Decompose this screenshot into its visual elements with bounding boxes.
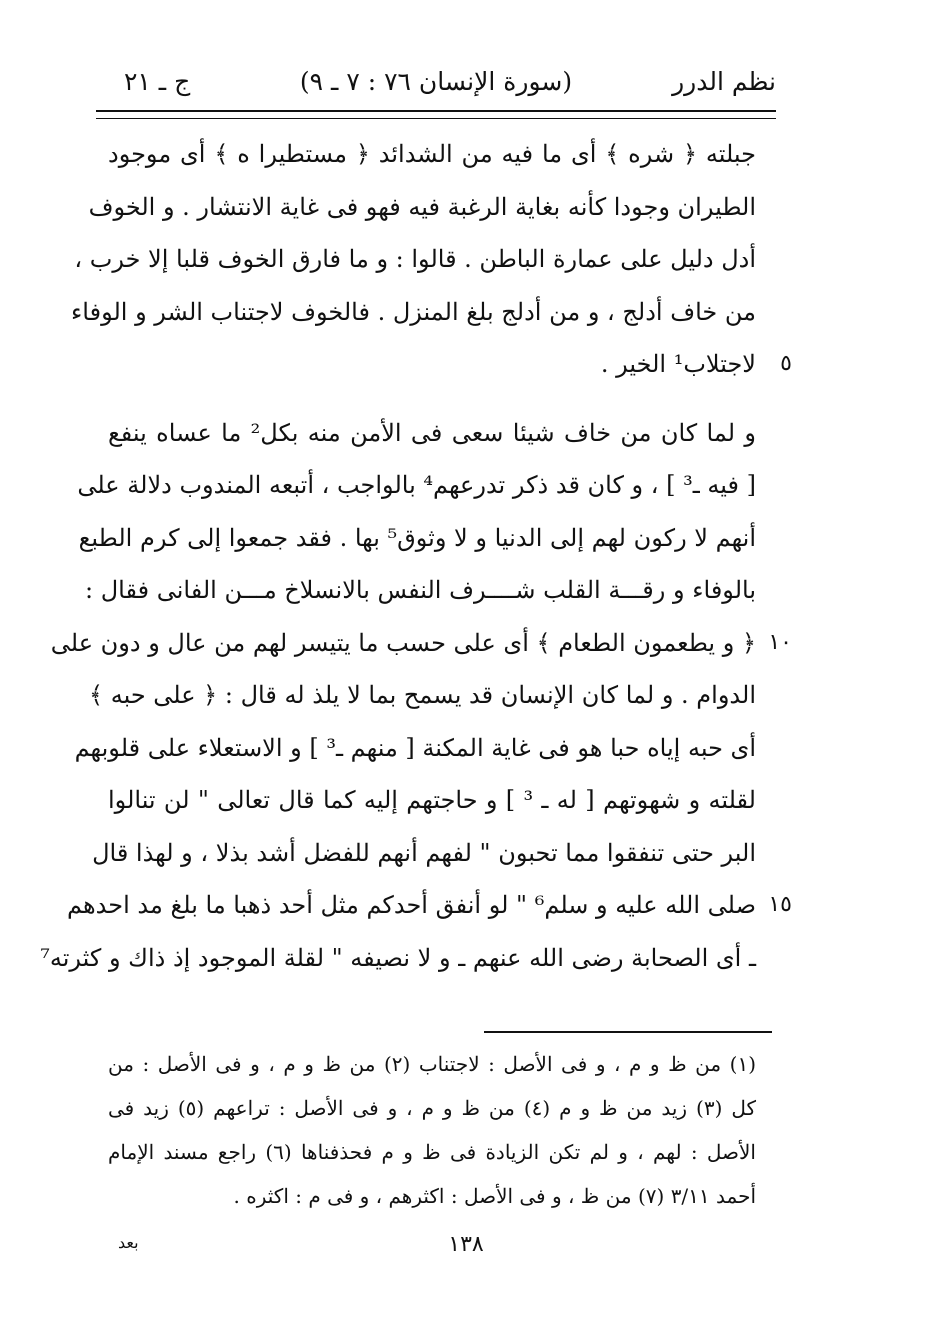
footnote-line: أحمد ٣/١١ (٧) من ظ ، و فى الأصل : اكثرهم ، و فى م : اكثره . (233, 1184, 756, 1208)
main-text (40, 128, 792, 984)
text-line: الطيران وجودا كأنه بغاية الرغبة فيه فهو فى غاية الانتشار . و الخوف (88, 192, 756, 221)
book-title: نظم الدرر (672, 67, 776, 96)
text-line: أى حبه إياه حبا هو فى غاية المكنة [ منهم ـ³ ] و الاستعلاء على قلوبهم (74, 733, 756, 762)
catchword: بعد (118, 1233, 139, 1252)
text-line: أنهم لا ركون لهم إلى الدنيا و لا وثوق⁵ بها . فقد جمعوا إلى كرم الطبع (78, 523, 756, 552)
text-line: ٥ لاجتلاب¹ الخير . (108, 338, 756, 391)
text-line: أدل دليل على عمارة الباطن . قالوا : و ما فارق الخوف قلبا إلا خرب ، (74, 245, 756, 273)
text-line: الدوام . و لما كان الإنسان قد يسمح بما لا يلذ له قال : ﴿ على حبه ﴾ (89, 681, 756, 709)
header-rule (96, 110, 776, 119)
page-number: ١٣٨ (448, 1232, 484, 1257)
text-line: [ فيه ـ³ ] ، و كان قد ذكر تدرعهم⁴ بالواجب ، أتبعه المندوب دلالة على (77, 471, 756, 499)
footnote-rule (484, 1031, 772, 1033)
line-number: ١٥ (768, 892, 792, 917)
text-line: ١٠ ﴿ و يطعمون الطعام ﴾ أى على حسب ما يتيسر لهم من عال و دون على (108, 617, 756, 670)
text-line: البر حتى تنفقوا مما تحبون " لفهم أنهم للفضل أشد بذلا ، و لهذا قال (92, 838, 756, 867)
footnote-line: (١) من ظ و م ، و فى الأصل : لاجتناب (٢) من ظ و م ، و فى الأصل : من (108, 1052, 756, 1076)
line-number: ١٠ (768, 629, 792, 655)
text-line: بالوفاء و رقـــة القلب شــــرف النفس بالانسلاخ مـــن الفانى فقال : (85, 576, 756, 604)
footnote-line: الأصل : لهم ، و لم تكن الزيادة فى ظ و م فحذفناها (٦) راجع مسند الإمام (108, 1140, 756, 1164)
line-number: ٥ (780, 351, 792, 376)
text-line: من خاف أدلج ، و من أدلج بلغ المنزل . فالخوف لاجتناب الشر و الوفاء (71, 297, 756, 326)
text-line: ـ أى الصحابة رضى الله عنهم ـ و لا نصيفه " لقلة الموجود إذ ذاك و كثرته⁷ (40, 943, 756, 972)
text-line: و لما كان من خاف شيئا سعى فى الأمن منه بكل² ما عساه ينفع (108, 418, 756, 447)
surah-reference: (سورة الإنسان ٧٦ : ٧ ـ ٩) (299, 67, 573, 96)
text-line: لقلته و شهوتهم [ له ـ ³ ] و حاجتهم إليه كما قال تعالى " لن تنالوا (108, 786, 756, 814)
footnote-line: كل (٣) زيد من ظ و م (٤) من ظ و م ، و فى الأصل : تراعهم (٥) زيد فى (108, 1096, 756, 1120)
footnotes (108, 1042, 756, 1218)
text-line: جبلته ﴿ شره ﴾ أى ما فيه من الشدائد ﴿ مستطيرا ه ﴾ أى موجود (108, 140, 756, 168)
volume-label: ج ـ ٢١ (124, 67, 191, 96)
running-header (96, 62, 776, 102)
text-line: ١٥ صلى الله عليه و سلم⁶ " لو أنفق أحدكم مثل أحد ذهبا ما بلغ مد احدهم (108, 879, 756, 932)
